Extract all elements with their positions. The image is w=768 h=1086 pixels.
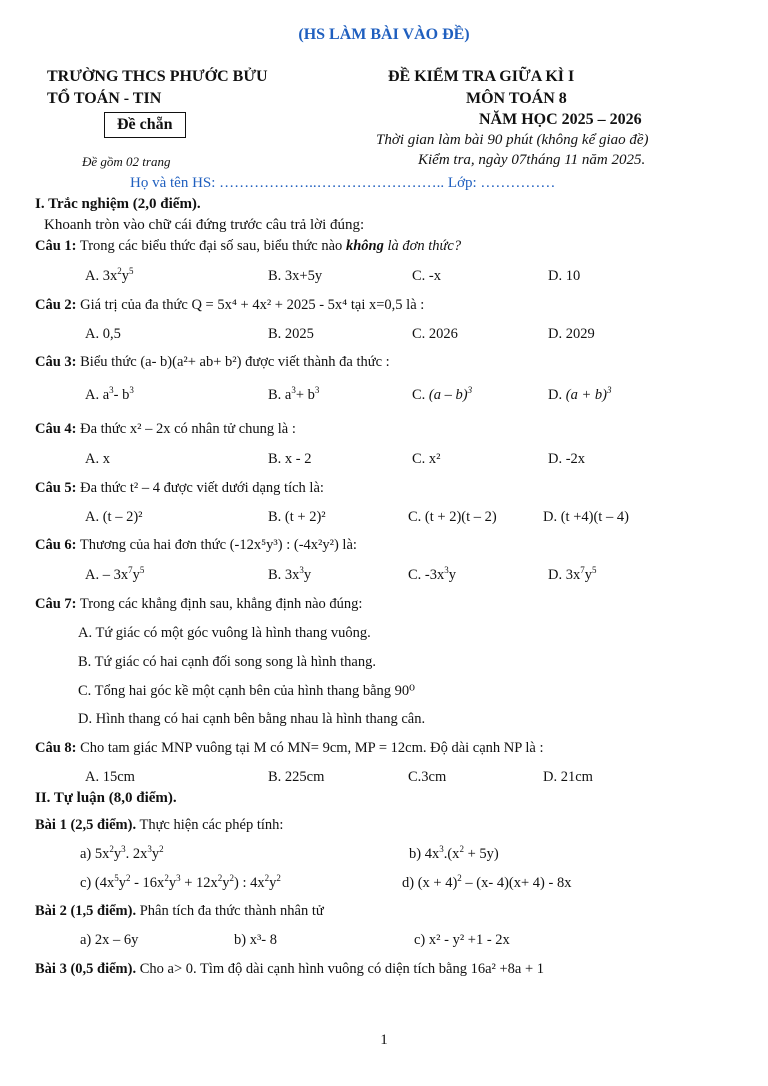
q3-option-a[interactable]: A. $a^3-$ $b^3$ bbox=[85, 385, 134, 403]
question-2: Câu 2: Giá trị của đa thức Q = 5x⁴ + 4x² + 2025 - 5x⁴ tại x=0,5 là : bbox=[35, 297, 425, 313]
exercise-2c: c) x² - y² +1 - 2x bbox=[414, 932, 510, 948]
subject: MÔN TOÁN 8 bbox=[466, 90, 567, 107]
exercise-1c: c) $(4x^5y^2 - 16x^2y^3 + 12x^2y^2)$ : $4x^2y^2$ bbox=[80, 873, 281, 891]
question-3: Câu 3: Biểu thức (a- b)(a²+ ab+ b²) được viết thành đa thức : bbox=[35, 354, 390, 370]
q8-option-a[interactable]: A. 15cm bbox=[85, 769, 135, 785]
q5-option-c[interactable]: C. (t + 2)(t – 2) bbox=[408, 509, 497, 525]
q8-option-d[interactable]: D. 21cm bbox=[543, 769, 593, 785]
q8-option-b[interactable]: B. 225cm bbox=[268, 769, 325, 785]
pages-note: Đề gồm 02 trang bbox=[82, 154, 171, 169]
q7-option-c[interactable]: C. Tổng hai góc kề một cạnh bên của hình thang bằng 90⁰ bbox=[78, 683, 415, 699]
exercise-2: Bài 2 (1,5 điểm). Phân tích đa thức thành nhân tử bbox=[35, 903, 324, 919]
question-1: Câu 1: Trong các biểu thức đại số sau, biểu thức nào không là đơn thức? bbox=[35, 238, 462, 254]
top-note: (HS LÀM BÀI VÀO ĐỀ) bbox=[298, 26, 470, 43]
version-box: Đề chẵn bbox=[104, 112, 186, 138]
q1-option-a[interactable]: A. $3x^2y^5$ bbox=[85, 266, 134, 284]
q2-option-b[interactable]: B. 2025 bbox=[268, 326, 314, 342]
q5-option-a[interactable]: A. (t – 2)² bbox=[85, 509, 143, 525]
section-1-heading: I. Trắc nghiệm (2,0 điểm). bbox=[35, 196, 201, 212]
time-note: Thời gian làm bài 90 phút (không kể giao đề) bbox=[376, 132, 649, 148]
q1-option-c[interactable]: C. -x bbox=[412, 268, 441, 284]
page-number: 1 bbox=[380, 1032, 388, 1048]
q2-option-a[interactable]: A. 0,5 bbox=[85, 326, 121, 342]
exercise-2b: b) x³- 8 bbox=[234, 932, 278, 948]
school-name: TRƯỜNG THCS PHƯỚC BỬU bbox=[47, 68, 268, 85]
exercise-1: Bài 1 (2,5 điểm). Thực hiện các phép tính: bbox=[35, 817, 284, 833]
department: TỔ TOÁN - TIN bbox=[47, 90, 162, 107]
q7-option-b[interactable]: B. Tứ giác có hai cạnh đối song song là hình thang. bbox=[78, 654, 376, 670]
q4-option-b[interactable]: B. x - 2 bbox=[268, 451, 312, 467]
q4-option-d[interactable]: D. -2x bbox=[548, 451, 586, 467]
question-5: Câu 5: Đa thức t² – 4 được viết dưới dạng tích là: bbox=[35, 480, 324, 496]
q8-option-c[interactable]: C.3cm bbox=[408, 769, 447, 785]
q6-option-b[interactable]: B. $3x^3y$ bbox=[268, 565, 312, 583]
q7-option-a[interactable]: A. Tứ giác có một góc vuông là hình thang vuông. bbox=[78, 625, 371, 641]
q6-option-c[interactable]: C. $-3x^3y$ bbox=[408, 565, 456, 583]
q2-option-c[interactable]: C. 2026 bbox=[412, 326, 458, 342]
q4-option-a[interactable]: A. x bbox=[85, 451, 110, 467]
exercise-1d: d) $(x + 4)^2 - (x-$ 4)(x+ 4) - 8x bbox=[402, 873, 572, 891]
q3-option-b[interactable]: B. $a^3+ b^3$ bbox=[268, 385, 320, 403]
school-year: NĂM HỌC 2025 – 2026 bbox=[479, 111, 642, 128]
exam-title: ĐỀ KIỂM TRA GIỮA KÌ I bbox=[388, 68, 575, 85]
q5-option-b[interactable]: B. (t + 2)² bbox=[268, 509, 326, 525]
question-6: Câu 6: Thương của hai đơn thức (-12x⁵y³) : (-4x²y²) là: bbox=[35, 537, 357, 553]
question-4: Câu 4: Đa thức x² – 2x có nhân tử chung là : bbox=[35, 421, 296, 437]
q1-option-d[interactable]: D. 10 bbox=[548, 268, 581, 284]
q5-option-d[interactable]: D. (t +4)(t – 4) bbox=[543, 509, 629, 525]
exercise-1a: a) $5x^2y^3$. $2x^3y^2$ bbox=[80, 844, 164, 862]
q2-option-d[interactable]: D. 2029 bbox=[548, 326, 595, 342]
q3-option-d[interactable]: D. $(a + b)^3$ bbox=[548, 385, 612, 403]
exercise-2a: a) 2x – 6y bbox=[80, 932, 139, 948]
q3-option-c[interactable]: C. (a – b)$^3$ bbox=[412, 385, 473, 403]
exercise-3: Bài 3 (0,5 điểm). Cho a> 0. Tìm độ dài cạnh hình vuông có diện tích bằng 16a² +8a + 1 bbox=[35, 961, 545, 977]
q4-option-c[interactable]: C. x² bbox=[412, 451, 441, 467]
section-2-heading: II. Tự luận (8,0 điểm). bbox=[35, 790, 177, 806]
student-info-line: Họ và tên HS: ………………..…………………….. Lớp: …………… bbox=[130, 175, 556, 191]
q6-option-a[interactable]: A. – $3x^7y^5$ bbox=[85, 565, 145, 583]
question-8: Câu 8: Cho tam giác MNP vuông tại M có MN= 9cm, MP = 12cm. Độ dài cạnh NP là : bbox=[35, 740, 544, 756]
exercise-1b: b) $4x^3.(x^2 + 5y)$ bbox=[409, 844, 499, 862]
q1-option-b[interactable]: B. 3x+5y bbox=[268, 268, 323, 284]
question-7: Câu 7: Trong các khẳng định sau, khẳng định nào đúng: bbox=[35, 596, 363, 612]
q7-option-d[interactable]: D. Hình thang có hai cạnh bên bằng nhau là hình thang cân. bbox=[78, 711, 426, 727]
instruction: Khoanh tròn vào chữ cái đứng trước câu trả lời đúng: bbox=[44, 217, 365, 233]
date-note: Kiểm tra, ngày 07tháng 11 năm 2025. bbox=[418, 152, 646, 168]
q6-option-d[interactable]: D. $3x^7y^5$ bbox=[548, 565, 597, 583]
